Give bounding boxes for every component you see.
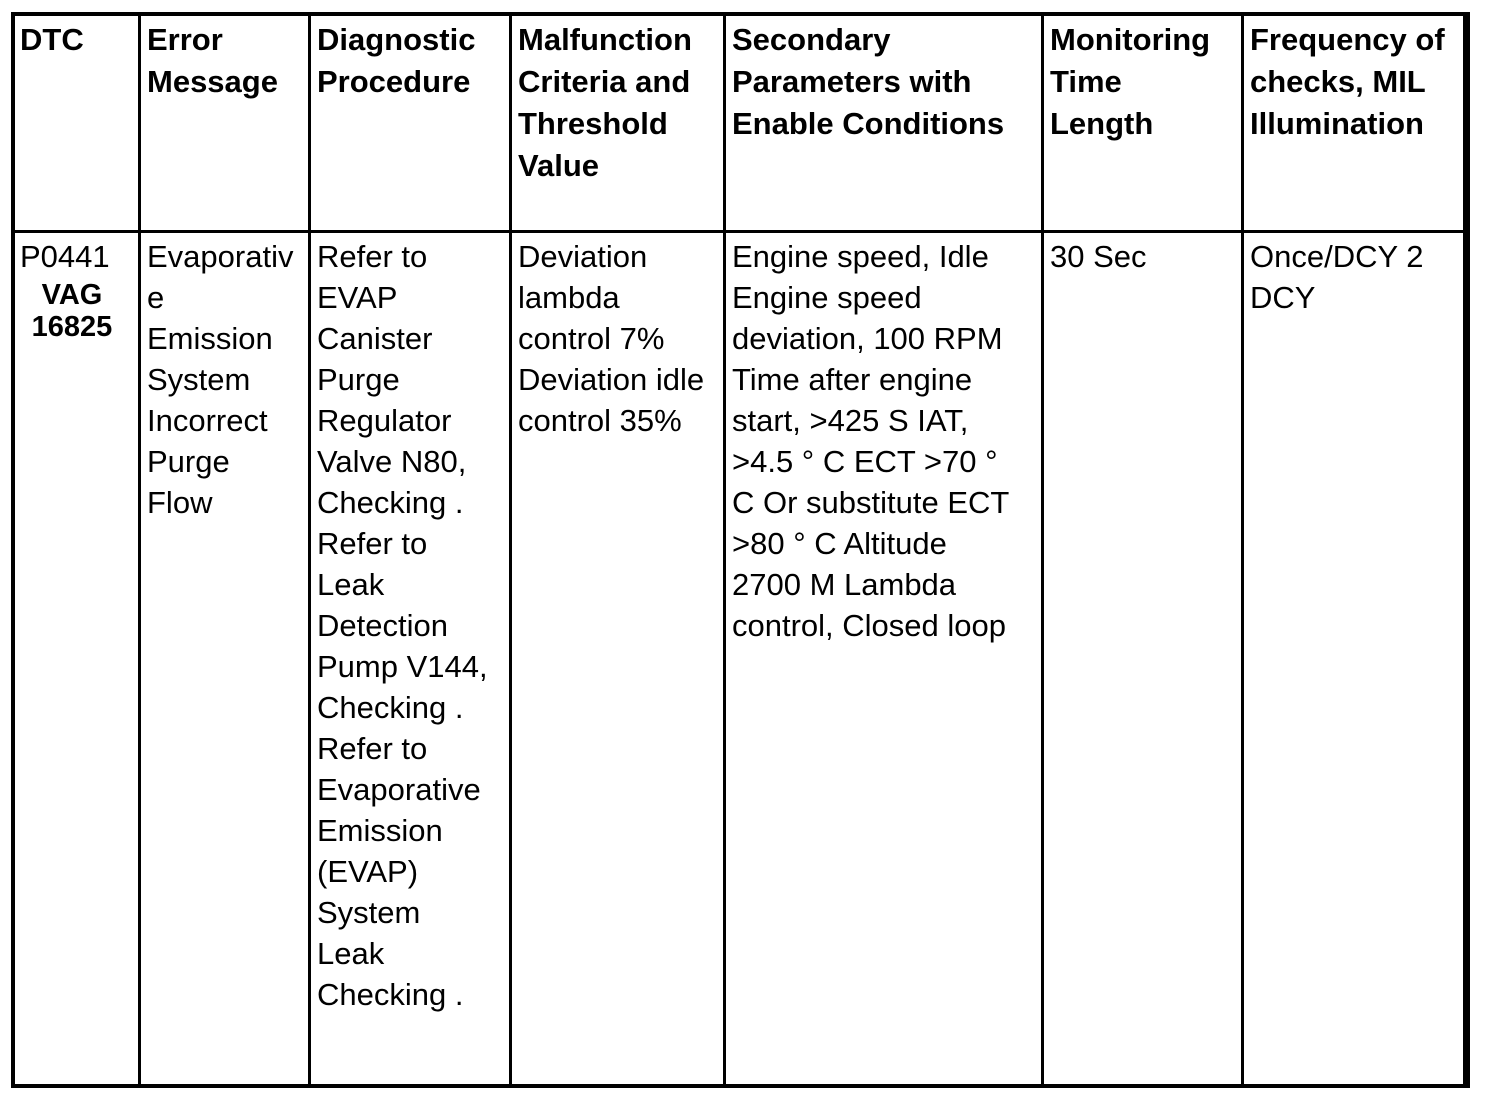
header-row [13, 14, 1469, 232]
cell-secondary-parameters: Engine speed, Idle Engine speed deviation, 100 RPM Time after engine start, >425 S IAT, >4.5 ° C ECT >70 ° C Or substitute ECT >80 ° C Altitude 2700 M Lambda control, Closed loop [725, 232, 1043, 1087]
cell-error-message: Evaporativ e Emission System Incorrect Purge Flow [140, 232, 310, 1087]
cell-malfunction-criteria: Deviation lambda control 7% Deviation idle control 35% [511, 232, 725, 1087]
vag-code: VAG 16825 [31, 279, 113, 343]
cell-monitoring-time: 30 Sec [1043, 232, 1243, 1087]
cell-diagnostic-procedure: Refer to EVAP Canister Purge Regulator Valve N80, Checking . Refer to Leak Detection Pump V144, Checking . Refer to Evaporative Emission (EVAP) System Leak Checking . [310, 232, 511, 1087]
header-frequency: Frequency of checks, MIL Illumination [1243, 14, 1469, 232]
dtc-code: P0441 [20, 239, 110, 274]
header-malfunction-criteria: Malfunction Criteria and Threshold Value [511, 14, 725, 232]
header-secondary-parameters: Secondary Parameters with Enable Conditions [725, 14, 1043, 232]
header-diagnostic-procedure: Diagnostic Procedure [310, 14, 511, 232]
header-monitoring-time: Monitoring Time Length [1043, 14, 1243, 232]
header-error-message: Error Message [140, 14, 310, 232]
dtc-table [11, 12, 1470, 1088]
cell-frequency: Once/DCY 2 DCY [1243, 232, 1469, 1087]
cell-dtc [13, 232, 140, 1087]
table-row [13, 232, 1469, 1087]
header-dtc: DTC [13, 14, 140, 232]
